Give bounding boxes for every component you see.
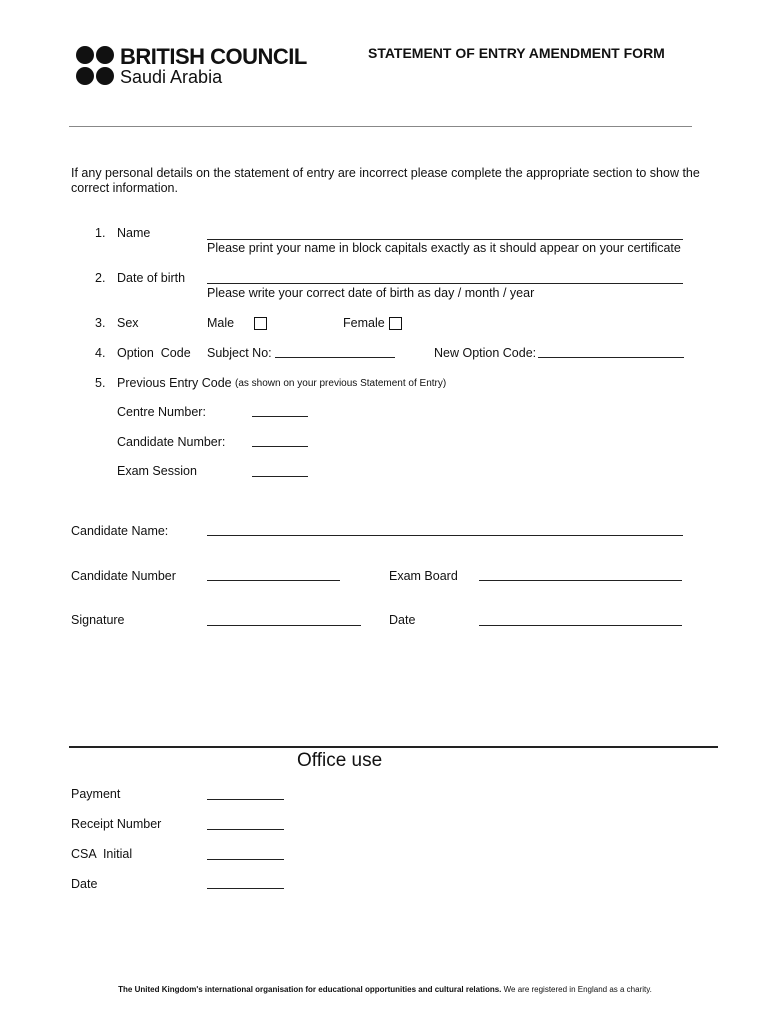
date-label: Date bbox=[389, 613, 416, 627]
candidate-name-label: Candidate Name: bbox=[71, 524, 169, 538]
candidate-name-field[interactable] bbox=[207, 535, 683, 536]
receipt-number-label: Receipt Number bbox=[71, 817, 162, 831]
british-council-logo-icon bbox=[76, 46, 114, 86]
signature-label: Signature bbox=[71, 613, 125, 627]
brand-region: Saudi Arabia bbox=[120, 67, 223, 87]
centre-number-label: Centre Number: bbox=[117, 405, 206, 419]
footer bbox=[0, 985, 770, 994]
office-date-label: Date bbox=[71, 877, 98, 891]
footer-mission: The United Kingdom's international organisation for educational opportunities and cultural relations. bbox=[118, 985, 502, 994]
brand-name: BRITISH COUNCIL bbox=[120, 44, 307, 69]
footer-charity: We are registered in England as a charity. bbox=[501, 985, 652, 994]
centre-number-field[interactable] bbox=[252, 416, 308, 417]
item-number: 3. bbox=[95, 316, 106, 330]
item-number: 4. bbox=[95, 346, 106, 360]
candidate-number-field[interactable] bbox=[252, 446, 308, 447]
csa-initial-field[interactable] bbox=[207, 859, 284, 860]
header-divider bbox=[69, 126, 692, 127]
payment-label: Payment bbox=[71, 787, 121, 801]
candidate-number-label: Candidate Number bbox=[71, 569, 176, 583]
option-code-label: Option Code bbox=[117, 346, 191, 360]
item-number: 1. bbox=[95, 226, 106, 240]
name-hint: Please print your name in block capitals exactly as it should appear on your certificate bbox=[207, 241, 681, 255]
candidate-number-label: Candidate Number: bbox=[117, 435, 226, 449]
male-checkbox[interactable] bbox=[254, 317, 267, 330]
new-option-code-label: New Option Code: bbox=[434, 346, 537, 360]
item-number: 2. bbox=[95, 271, 106, 285]
dob-label: Date of birth bbox=[117, 271, 186, 285]
office-date-field[interactable] bbox=[207, 888, 284, 889]
date-field[interactable] bbox=[479, 625, 682, 626]
csa-initial-label: CSA Initial bbox=[71, 847, 133, 861]
signature-field[interactable] bbox=[207, 625, 361, 626]
name-field[interactable] bbox=[207, 239, 683, 240]
sex-label: Sex bbox=[117, 316, 139, 330]
female-label: Female bbox=[343, 316, 385, 330]
receipt-number-field[interactable] bbox=[207, 829, 284, 830]
dob-field[interactable] bbox=[207, 283, 683, 284]
exam-board-label: Exam Board bbox=[389, 569, 458, 583]
new-option-code-field[interactable] bbox=[538, 357, 684, 358]
exam-session-field[interactable] bbox=[252, 476, 308, 477]
male-label: Male bbox=[207, 316, 235, 330]
subject-no-field[interactable] bbox=[275, 357, 395, 358]
candidate-number-field[interactable] bbox=[207, 580, 340, 581]
exam-session-label: Exam Session bbox=[117, 464, 197, 478]
payment-field[interactable] bbox=[207, 799, 284, 800]
dob-hint: Please write your correct date of birth as day / month / year bbox=[207, 286, 535, 300]
female-checkbox[interactable] bbox=[389, 317, 402, 330]
intro-text: If any personal details on the statement of entry are incorrect please complete the appropriate section to show the correct information. bbox=[71, 166, 700, 195]
item-number: 5. bbox=[95, 376, 106, 390]
previous-entry-label: Previous Entry Code bbox=[117, 376, 232, 390]
subject-no-label: Subject No: bbox=[207, 346, 272, 360]
office-divider bbox=[69, 746, 718, 748]
name-label: Name bbox=[117, 226, 151, 240]
exam-board-field[interactable] bbox=[479, 580, 682, 581]
office-use-title: Office use bbox=[297, 750, 383, 771]
previous-entry-note: (as shown on your previous Statement of Entry) bbox=[235, 378, 447, 389]
form-title: STATEMENT OF ENTRY AMENDMENT FORM bbox=[368, 45, 665, 61]
